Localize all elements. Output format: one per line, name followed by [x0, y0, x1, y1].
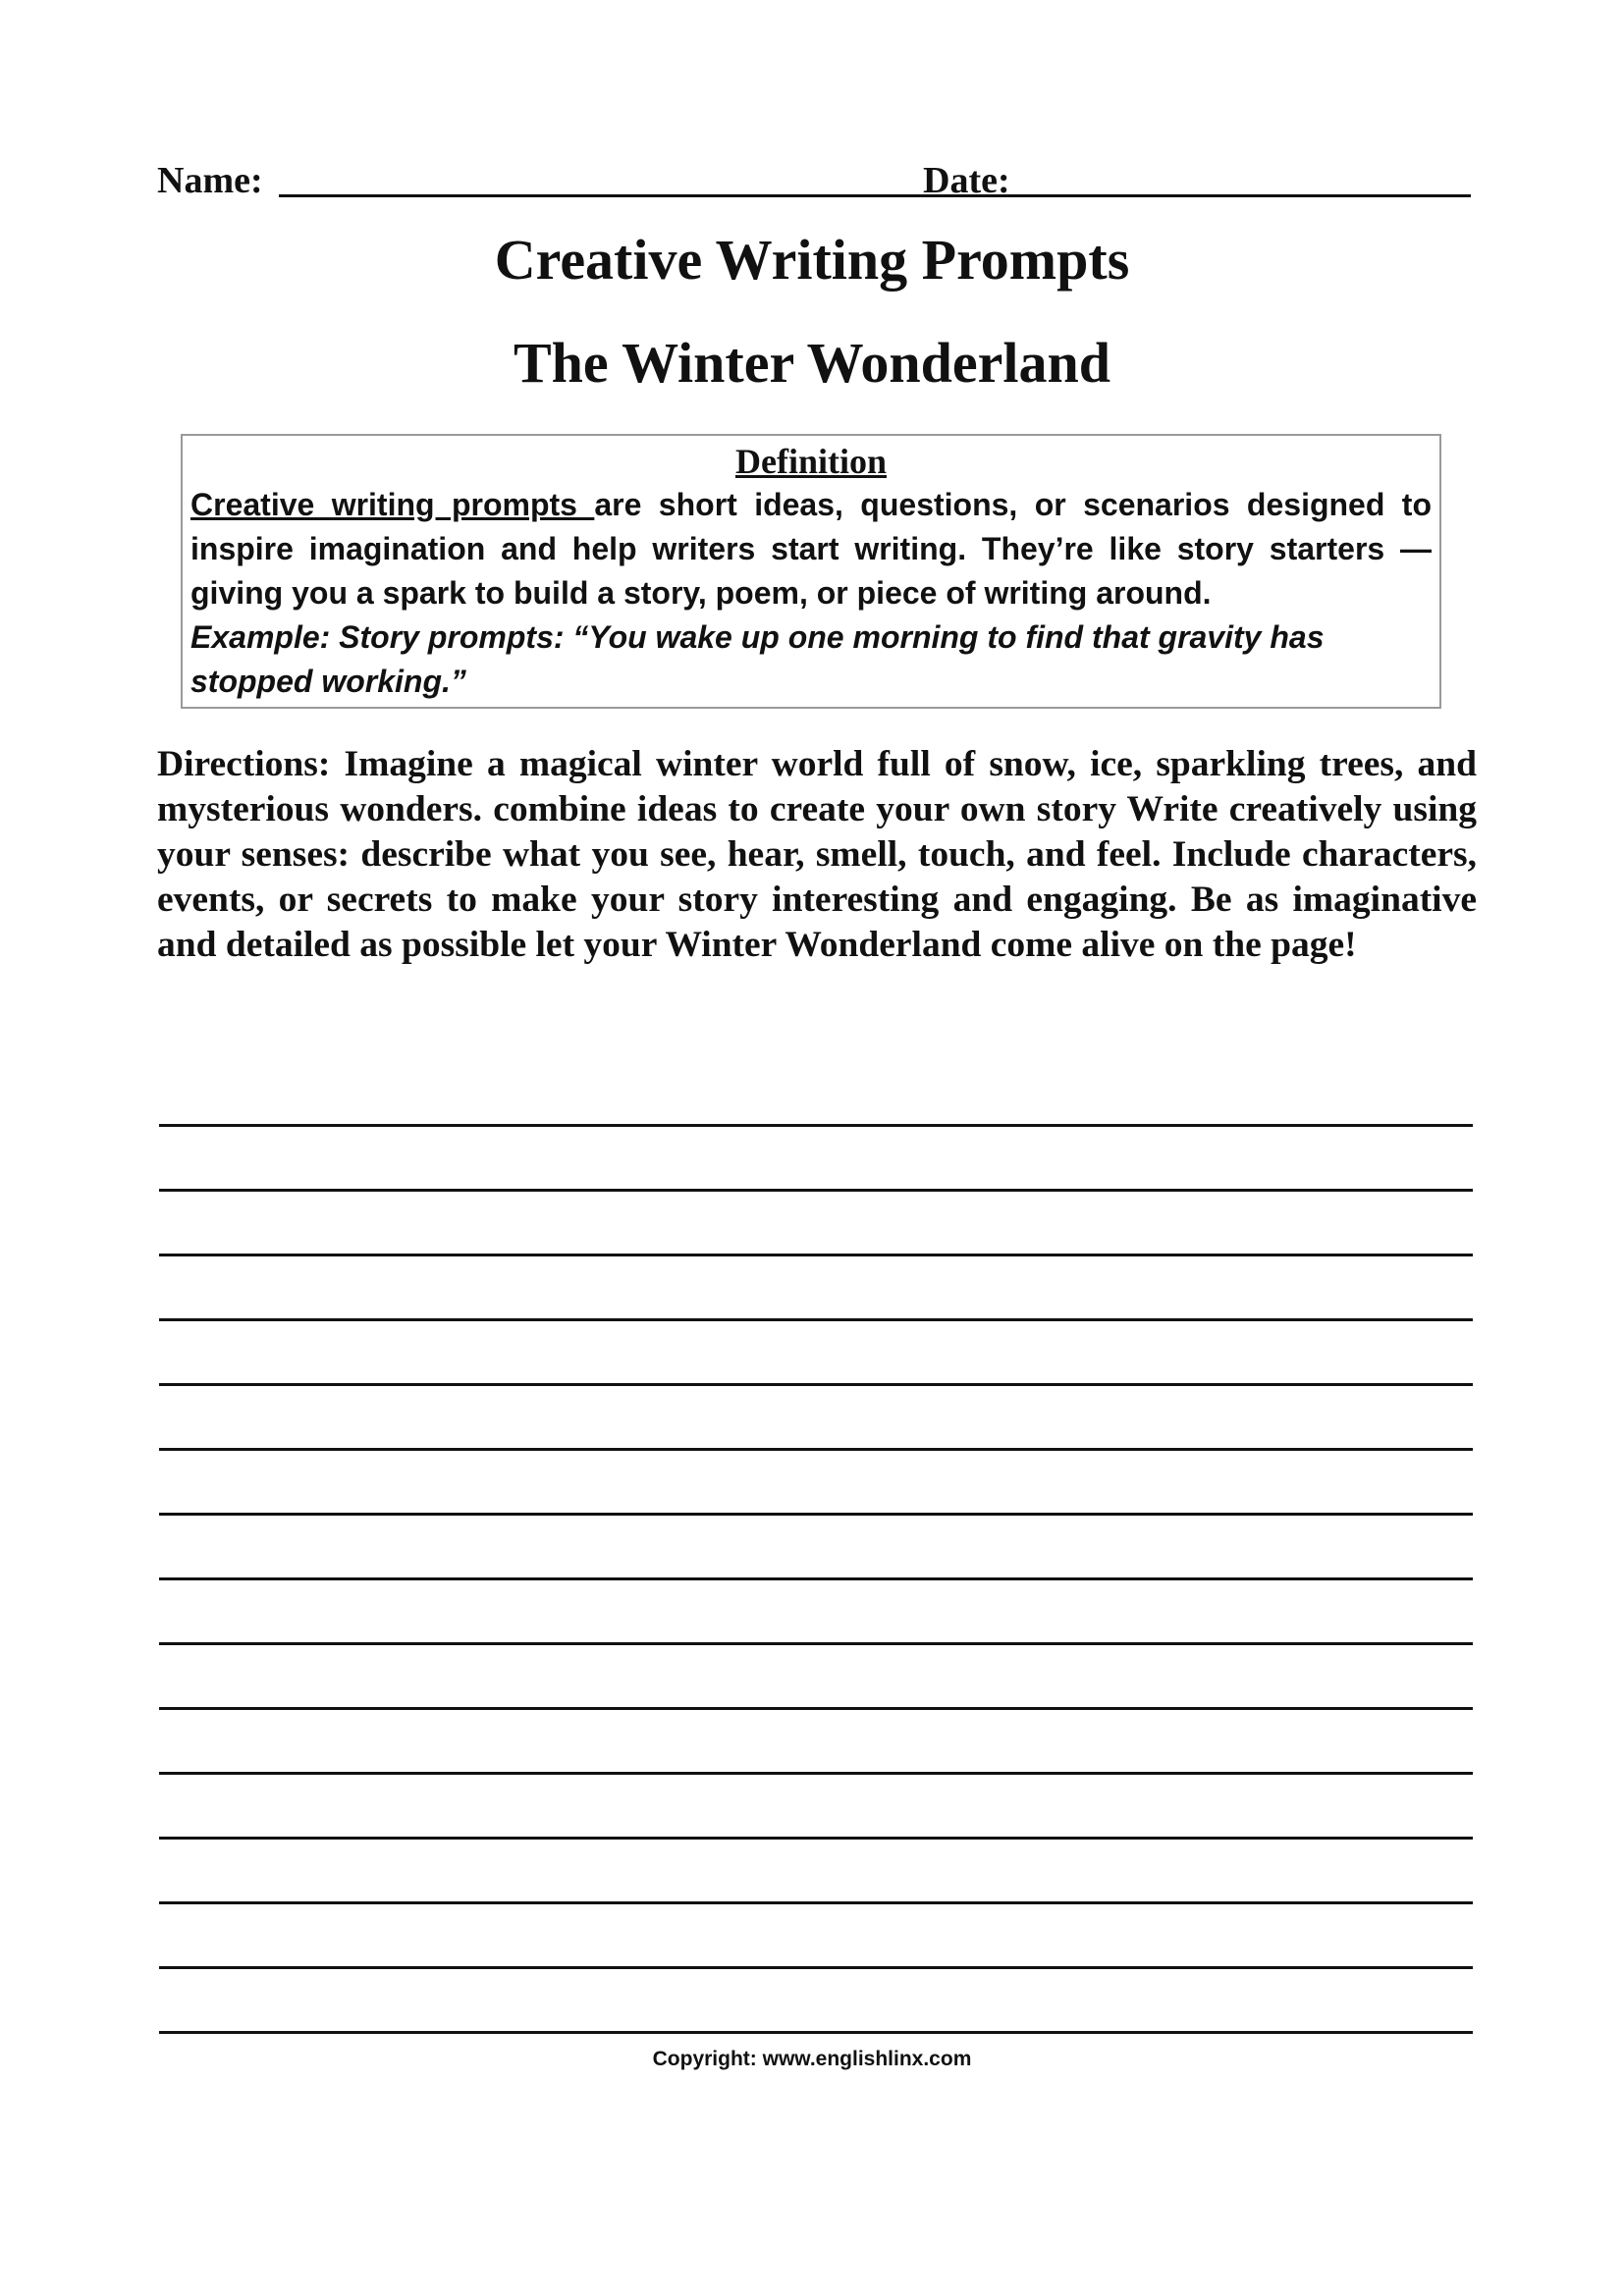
- writing-line[interactable]: [159, 1192, 1473, 1256]
- copyright-footer: Copyright: www.englishlinx.com: [652, 2048, 972, 2070]
- date-field[interactable]: [1023, 194, 1471, 197]
- definition-example: Example: Story prompts: “You wake up one morning to find that gravity has stopped working.”: [190, 619, 1325, 699]
- page-title: Creative Writing Prompts: [494, 228, 1130, 292]
- directions-text: Directions: Imagine a magical winter world full of snow, ice, sparkling trees, and mysterious wonders. combine ideas to create your own story Write creatively using your senses: describe what you see, hear, smell, touch, and feel. Include characters, events, or secrets to make your story interesting and engaging. Be as imaginative and detailed as possible let your Winter Wonderland come alive on the page!: [157, 744, 1477, 965]
- writing-line[interactable]: [159, 1840, 1473, 1904]
- definition-term: Creative writing prompts: [190, 487, 595, 522]
- writing-line[interactable]: [159, 1775, 1473, 1840]
- writing-line[interactable]: [159, 1969, 1473, 2034]
- definition-heading: Definition: [734, 442, 887, 481]
- writing-line[interactable]: [159, 1062, 1473, 1127]
- definition-body: are short ideas, questions, or scenarios designed to inspire imagination and help writers start writing. They’re like story starters — giving you a spark to build a story, poem, or piece of writing around.: [190, 487, 1433, 611]
- writing-line[interactable]: [159, 1256, 1473, 1321]
- writing-line[interactable]: [159, 1516, 1473, 1580]
- page-subtitle: The Winter Wonderland: [513, 331, 1111, 395]
- name-label: Name:: [157, 160, 263, 201]
- name-date-row: [157, 155, 1473, 206]
- writing-line[interactable]: [159, 1127, 1473, 1192]
- date-label: Date:: [923, 160, 1010, 201]
- writing-line[interactable]: [159, 1710, 1473, 1775]
- definition-text: [190, 483, 1432, 615]
- definition-box: [181, 434, 1441, 709]
- writing-line[interactable]: [159, 1645, 1473, 1710]
- writing-line[interactable]: [159, 1386, 1473, 1451]
- writing-line[interactable]: [159, 1904, 1473, 1969]
- writing-area[interactable]: [159, 1062, 1473, 2034]
- writing-line[interactable]: [159, 1580, 1473, 1645]
- writing-line[interactable]: [159, 1321, 1473, 1386]
- writing-line[interactable]: [159, 1451, 1473, 1516]
